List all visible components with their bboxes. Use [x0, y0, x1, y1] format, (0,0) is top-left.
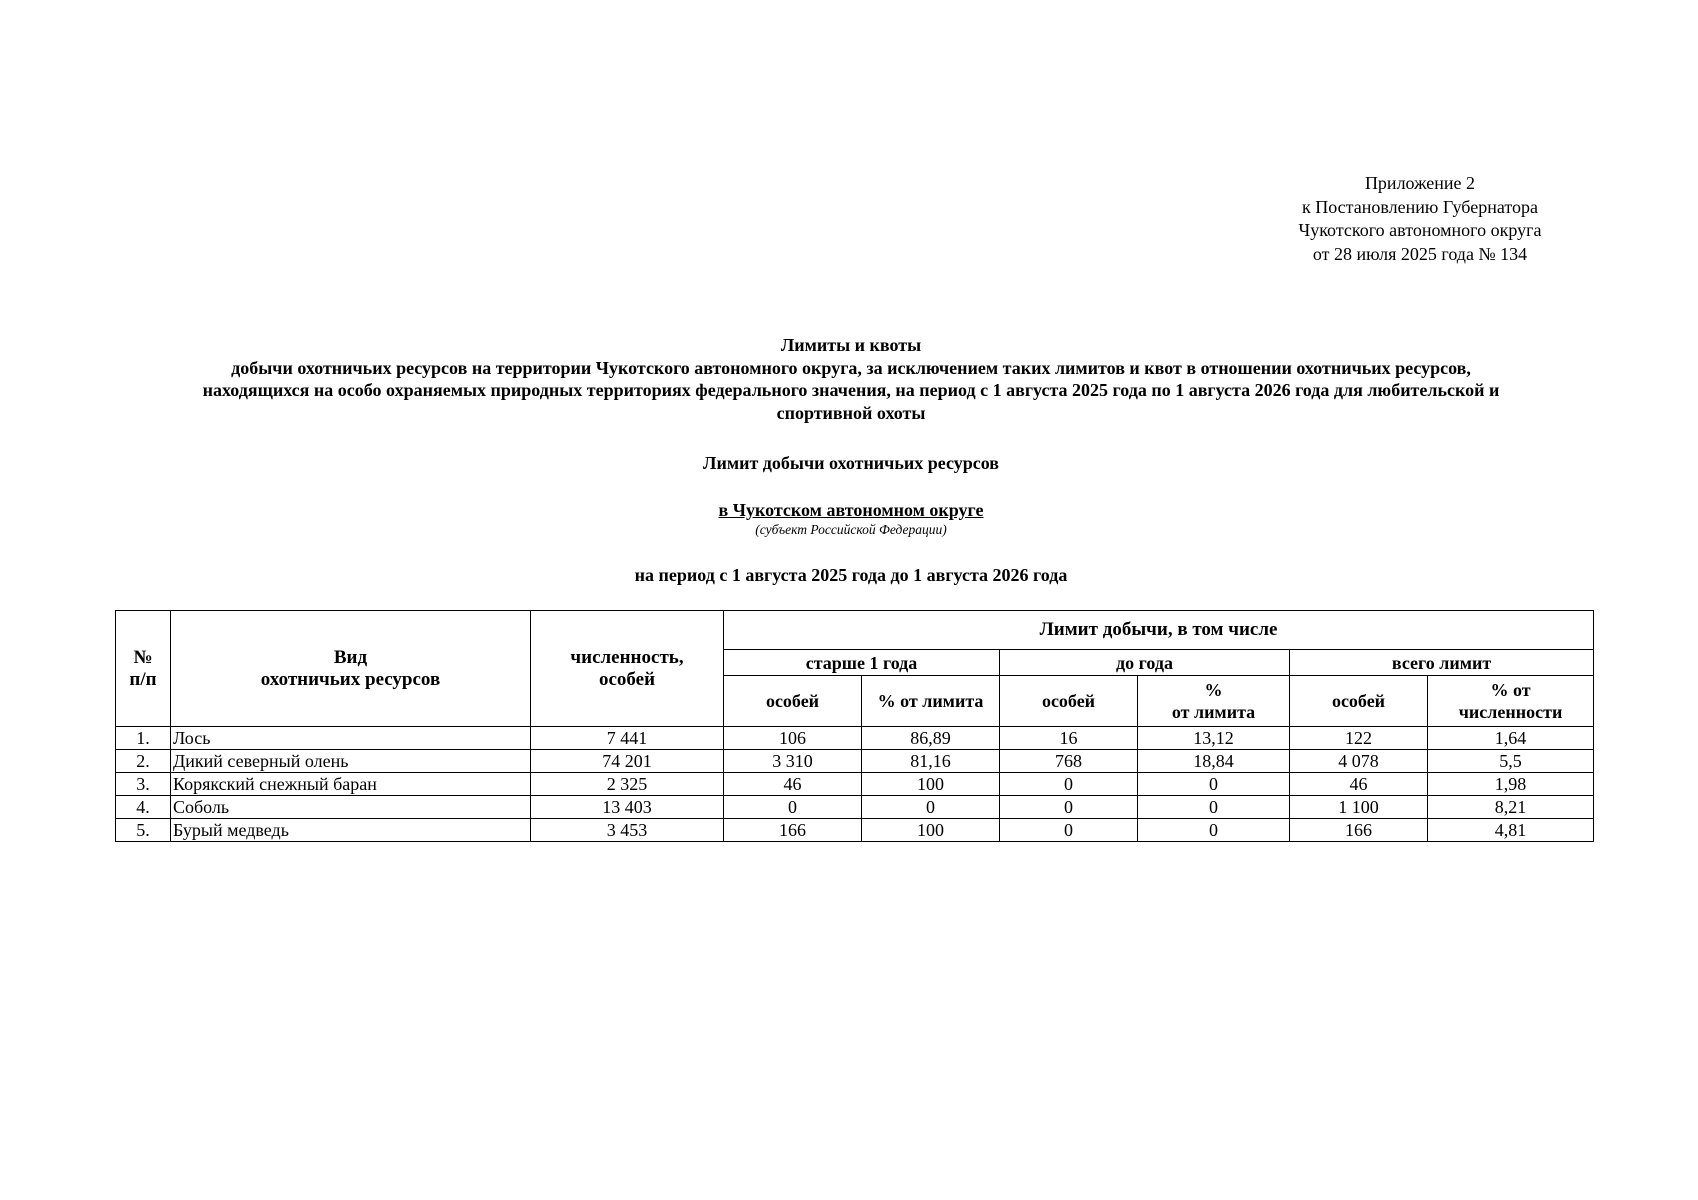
- header-population: [531, 611, 724, 727]
- header-num: [116, 611, 171, 727]
- cell-species: Лось: [171, 727, 531, 750]
- table-row: [116, 796, 1594, 819]
- table-row: [116, 750, 1594, 773]
- header-species-line2: охотничьих ресурсов: [260, 668, 441, 690]
- header-under-pct-line2: от лимита: [1171, 702, 1256, 722]
- cell-under-count: 16: [1000, 727, 1138, 750]
- title-line: Лимиты и квоты: [780, 335, 922, 355]
- cell-num: 4.: [116, 796, 171, 819]
- cell-population: 13 403: [531, 796, 724, 819]
- table-row: [116, 819, 1594, 842]
- cell-under-pct: 0: [1138, 773, 1290, 796]
- cell-under-count: 0: [1000, 773, 1138, 796]
- cell-total-pct: 4,81: [1428, 819, 1594, 842]
- header-under-year: до года: [1000, 650, 1290, 676]
- cell-under-pct: 13,12: [1138, 727, 1290, 750]
- title-line: спортивной охоты: [776, 402, 926, 423]
- cell-species: Соболь: [171, 796, 531, 819]
- cell-over-pct: 81,16: [862, 750, 1000, 773]
- cell-total-count: 122: [1290, 727, 1428, 750]
- cell-over-count: 166: [724, 819, 862, 842]
- cell-num: 5.: [116, 819, 171, 842]
- header-under-pct-line1: %: [1204, 680, 1223, 700]
- cell-over-count: 106: [724, 727, 862, 750]
- cell-species: Дикий северный олень: [171, 750, 531, 773]
- period-line: на период с 1 августа 2025 года до 1 августа 2026 года: [634, 565, 1068, 585]
- header-under-pct: [1138, 676, 1290, 727]
- header-total-pct-line1: % от: [1490, 680, 1531, 700]
- cell-total-pct: 1,64: [1428, 727, 1594, 750]
- cell-under-count: 0: [1000, 796, 1138, 819]
- cell-over-pct: 100: [862, 773, 1000, 796]
- cell-over-pct: 100: [862, 819, 1000, 842]
- header-population-line2: особей: [598, 668, 656, 690]
- header-species: [171, 611, 531, 727]
- cell-species: Корякский снежный баран: [171, 773, 531, 796]
- header-total-pct-line2: численности: [1458, 702, 1563, 722]
- header-population-line1: численность,: [570, 646, 684, 668]
- document-title: [100, 334, 1602, 424]
- cell-over-count: 0: [724, 796, 862, 819]
- cell-total-count: 166: [1290, 819, 1428, 842]
- region-name: в Чукотском автономном округе: [718, 500, 984, 520]
- cell-population: 74 201: [531, 750, 724, 773]
- cell-num: 2.: [116, 750, 171, 773]
- cell-under-count: 768: [1000, 750, 1138, 773]
- cell-under-pct: 18,84: [1138, 750, 1290, 773]
- cell-over-count: 46: [724, 773, 862, 796]
- cell-population: 3 453: [531, 819, 724, 842]
- header-total-pct: [1428, 676, 1594, 727]
- header-total-count: особей: [1290, 676, 1428, 727]
- cell-under-pct: 0: [1138, 819, 1290, 842]
- cell-total-pct: 8,21: [1428, 796, 1594, 819]
- limits-table: [115, 610, 1594, 842]
- cell-num: 1.: [116, 727, 171, 750]
- cell-under-count: 0: [1000, 819, 1138, 842]
- title-line: находящихся на особо охраняемых природных территориях федерального значения, на период с 1 августа 2025 года по 1 августа 2026 года для любительской и: [202, 380, 1500, 400]
- header-limit-group: Лимит добычи, в том числе: [724, 611, 1594, 650]
- cell-total-pct: 1,98: [1428, 773, 1594, 796]
- header-num-line2: п/п: [129, 668, 157, 690]
- cell-total-pct: 5,5: [1428, 750, 1594, 773]
- cell-under-pct: 0: [1138, 796, 1290, 819]
- header-total: всего лимит: [1290, 650, 1594, 676]
- header-species-line1: Вид: [333, 646, 368, 668]
- appendix-line: к Постановлению Губернатора: [1301, 196, 1538, 217]
- cell-population: 7 441: [531, 727, 724, 750]
- table-row: [116, 727, 1594, 750]
- appendix-block: [1270, 172, 1570, 266]
- cell-population: 2 325: [531, 773, 724, 796]
- appendix-line: Приложение 2: [1364, 173, 1476, 193]
- title-line: добычи охотничьих ресурсов на территории Чукотского автономного округа, за исключением таких лимитов и квот в отношении охотничьих ресурсов,: [231, 357, 1471, 378]
- region-note: (субъект Российской Федерации): [755, 522, 947, 537]
- cell-over-pct: 0: [862, 796, 1000, 819]
- cell-num: 3.: [116, 773, 171, 796]
- limit-subtitle: Лимит добычи охотничьих ресурсов: [703, 453, 999, 473]
- cell-total-count: 1 100: [1290, 796, 1428, 819]
- header-over-year: старше 1 года: [724, 650, 1000, 676]
- cell-species: Бурый медведь: [171, 819, 531, 842]
- cell-total-count: 4 078: [1290, 750, 1428, 773]
- cell-over-pct: 86,89: [862, 727, 1000, 750]
- header-num-line1: №: [133, 646, 153, 668]
- appendix-line: Чукотского автономного округа: [1298, 220, 1542, 240]
- cell-total-count: 46: [1290, 773, 1428, 796]
- header-under-count: особей: [1000, 676, 1138, 727]
- header-over-pct: % от лимита: [862, 676, 1000, 727]
- appendix-line: от 28 июля 2025 года № 134: [1312, 243, 1528, 264]
- cell-over-count: 3 310: [724, 750, 862, 773]
- table-row: [116, 773, 1594, 796]
- header-over-count: особей: [724, 676, 862, 727]
